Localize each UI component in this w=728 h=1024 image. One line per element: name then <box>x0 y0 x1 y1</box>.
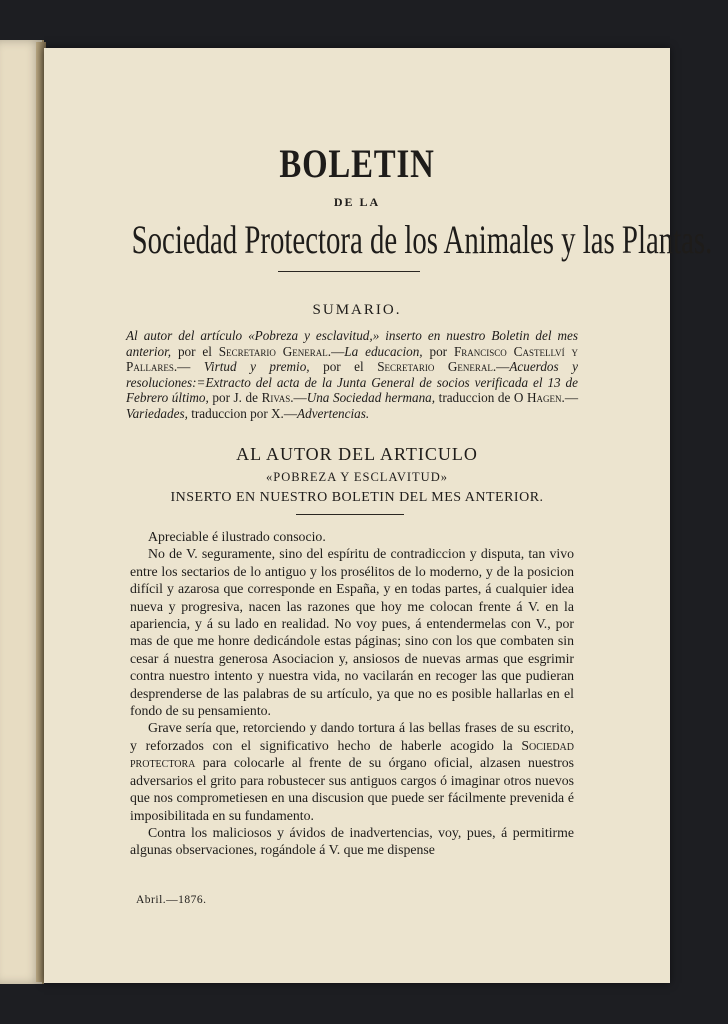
summary-segment: por J. de <box>208 390 262 406</box>
paragraph-3: Contra los maliciosos y ávidos de inadvertencias, voy, pues, á permitirme algunas observaciones, rogándole á V. que me dispense <box>130 824 574 858</box>
summary-segment: por <box>422 343 454 359</box>
summary-segment: Secretario General. <box>377 359 497 375</box>
summary-segment: — <box>293 390 307 406</box>
summary-segment: — <box>564 390 579 406</box>
article-subheading-2: INSERTO EN NUESTRO BOLETIN DEL MES ANTERIOR. <box>170 490 544 505</box>
title-connector: DE LA <box>333 195 381 209</box>
summary-segment: Al autor del artículo «Pobreza y esclavitud,» inserto en nuestro Boletin del mes anterior, <box>126 328 578 359</box>
summary-segment: La educacion, <box>344 343 423 359</box>
article-body <box>130 528 574 859</box>
summary-segment: Francisco Castellví y Pallares. <box>126 343 578 375</box>
paragraph-2-text-a: Grave sería que, retorciendo y dando tortura á las bellas frases de su escrito, y reforzados con el significativo hecho de haberle acogido la <box>130 720 574 753</box>
summary-segment: Hagen. <box>527 390 565 406</box>
summary-segment: — <box>177 359 204 375</box>
summary-segment: Una Sociedad hermana, <box>306 390 436 406</box>
article-subheading: «POBREZA Y ESCLAVITUD» <box>266 470 448 484</box>
society-name-inline: Sociedad protectora <box>130 737 574 771</box>
summary-segment: Secretario General. <box>218 343 332 359</box>
society-name: Sociedad Protectora de los Animales y las Plantas. <box>131 217 713 262</box>
bulletin-title: BOLETIN <box>279 141 435 186</box>
summary-segment: traduccion por X.— <box>187 405 298 421</box>
summary-segment: por el <box>171 343 219 359</box>
summary-segment: Acuerdos y resoluciones:=Extracto del acta de la Junta General de socios verificada el 13 de Febrero último, <box>126 359 579 406</box>
paragraph-2 <box>130 719 574 823</box>
summary-text <box>126 328 578 422</box>
page-content <box>44 48 713 983</box>
greeting: Apreciable é ilustrado consocio. <box>148 529 326 544</box>
issue-date: Abril.—1876. <box>136 894 207 906</box>
paragraph-2-text-b: para colocarle al frente de su órgano oficial, alzasen nuestros adversarios el grito para robustecer sus antiguos cargos ó imaginar otros nuevos que nos comprometiesen en una discusion que puede ser fácilmente prevenida é imposibilitada en su fundamento. <box>130 755 574 823</box>
summary-segment: Rivas. <box>261 390 294 406</box>
article-heading: AL AUTOR DEL ARTICULO <box>236 444 478 464</box>
paragraph-1: No de V. seguramente, sino del espíritu de contradiccion y disputa, tan vivo entre los sectarios de lo antiguo y los prosélitos de lo moderno, y de la posicion difícil y azarosa que corresponde en España, y en todas partes, á cualquier idea nueva y progresiva, nacen las razones que hoy me colocan frente á V. en la apariencia, y á su lado en realidad. No voy pues, á entendermelas con V., por mas de que me honre dedicándole estas páginas; sino con los que combaten sin cesar á nuestra generosa Asociacion y, ansiosos de nuevas armas que esgrimir contra nuestro intento y nuestra vida, no vacilarán en recoger las que pudieran desprenderse de las palabras de su artículo, ya que no es posible hallarlas en el fondo de su pensamiento. <box>130 546 574 719</box>
summary-segment: — <box>496 359 510 375</box>
summary-heading: SUMARIO. <box>312 302 402 318</box>
summary-segment: Variedades, <box>126 405 188 421</box>
summary-segment: Virtud y premio, <box>203 359 310 375</box>
summary-segment: Advertencias. <box>297 405 370 421</box>
summary-segment: por el <box>309 359 378 375</box>
document-page <box>44 48 713 983</box>
summary-segment: traduccion de O <box>435 390 527 406</box>
article-divider <box>296 514 404 515</box>
title-divider <box>278 271 420 272</box>
summary-segment: — <box>331 343 345 359</box>
